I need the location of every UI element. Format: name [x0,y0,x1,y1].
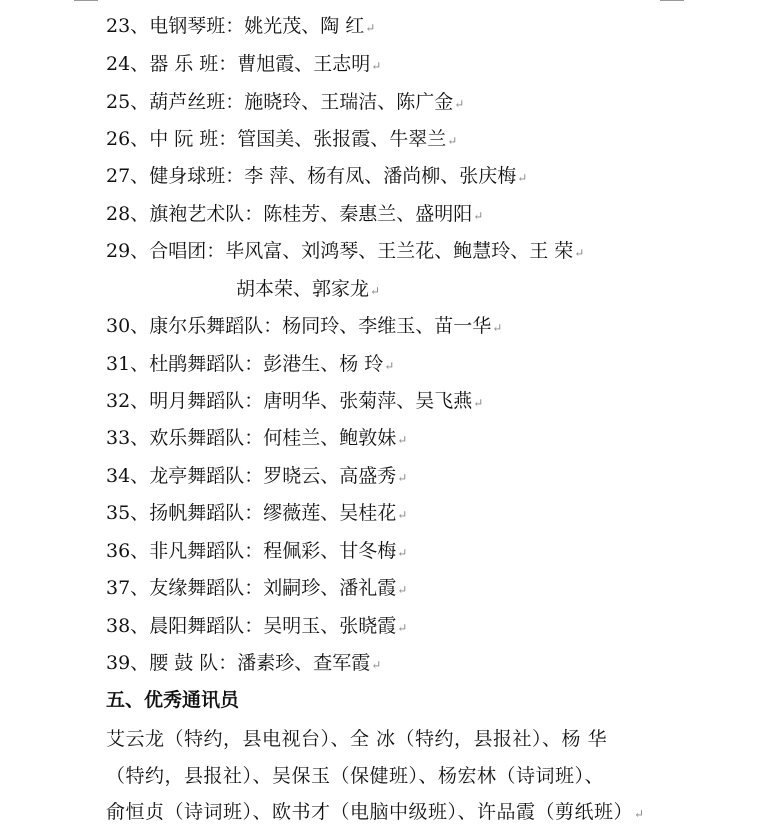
list-item: 26、中 阮 班：管国美、张报霞、牛翠兰↵ [106,128,458,150]
list-item: 27、健身球班：李 萍、杨有凤、潘尚柳、张庆梅↵ [106,165,528,187]
list-item: 35、扬帆舞蹈队：缪薇莲、吴桂花↵ [106,502,408,524]
list-item: 37、友缘舞蹈队：刘嗣珍、潘礼霞↵ [106,577,408,599]
section-heading: 五、优秀通讯员 [106,689,240,711]
paragraph-line: （特约，县报社）、吴保玉（保健班）、杨宏林（诗词班）、 [106,765,605,787]
list-item: 28、旗袍艺术队：陈桂芳、秦惠兰、盛明阳↵ [106,203,484,225]
paragraph-line: 俞恒贞（诗词班）、欧书才（电脑中级班）、许品霞（剪纸班）↵ [106,801,645,823]
list-item: 38、晨阳舞蹈队：吴明玉、张晓霞↵ [106,615,408,637]
page-corner-mark-left [74,0,98,4]
list-item: 25、葫芦丝班：施晓玲、王瑞洁、陈广金↵ [106,91,465,113]
paragraph-line: 艾云龙（特约，县电视台）、全 冰（特约，县报社）、杨 华 [106,728,608,750]
list-item: 30、康尔乐舞蹈队：杨同玲、李维玉、苗一华↵ [106,315,503,337]
list-item: 31、杜鹃舞蹈队：彭港生、杨 玲↵ [106,353,395,375]
list-item: 36、非凡舞蹈队：程佩彩、甘冬梅↵ [106,540,408,562]
list-item-continuation: 胡本荣、郭家龙↵ [236,278,381,300]
list-item: 39、腰 鼓 队：潘素珍、查军霞↵ [106,652,382,674]
list-item: 32、明月舞蹈队：唐明华、张菊萍、吴飞燕↵ [106,390,484,412]
list-item: 23、电钢琴班：姚光茂、陶 红↵ [106,15,376,37]
page-corner-mark-right [660,0,684,4]
list-item: 34、龙亭舞蹈队：罗晓云、高盛秀↵ [106,465,408,487]
list-item: 24、器 乐 班：曹旭霞、王志明↵ [106,53,382,75]
list-item: 33、欢乐舞蹈队：何桂兰、鲍敦妹↵ [106,427,408,449]
list-item: 29、合唱团：毕风富、刘鸿琴、王兰花、鲍慧玲、王 荣↵ [106,240,585,262]
